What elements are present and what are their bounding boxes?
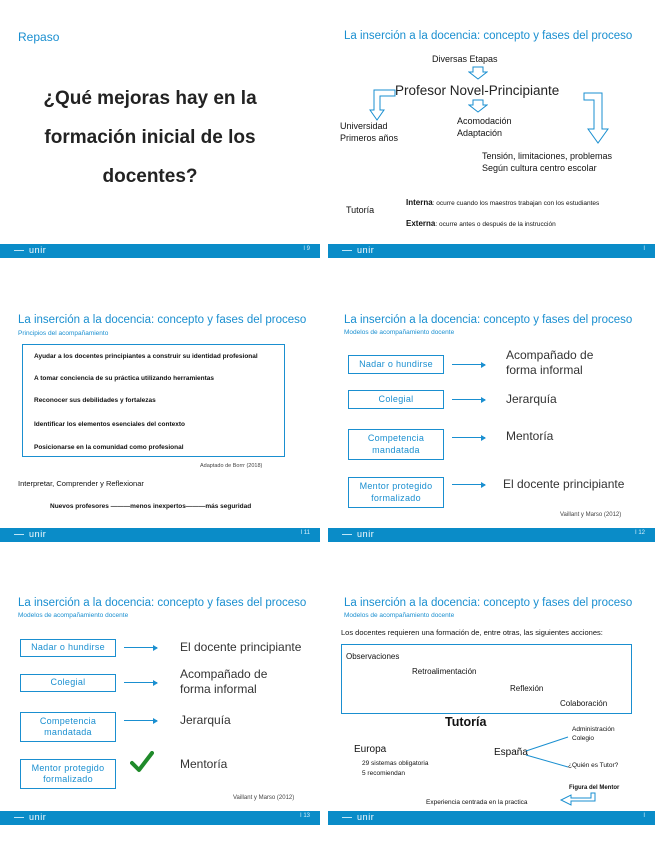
arrow bbox=[124, 720, 157, 721]
connector-lines bbox=[524, 733, 572, 773]
brand-logo: unir bbox=[14, 529, 46, 539]
principle-item: A tomar conciencia de su práctica utilizando herramientas bbox=[34, 375, 215, 382]
interna-label: Interna bbox=[406, 198, 433, 207]
slide-title: La inserción a la docencia: concepto y fases del proceso bbox=[344, 314, 633, 326]
brand-logo: unir bbox=[342, 812, 374, 822]
interpretar-text: Interpretar, Comprender y Reflexionar bbox=[18, 479, 144, 488]
europa: Europa bbox=[354, 744, 387, 755]
bent-arrow-left-icon bbox=[368, 88, 400, 124]
brand-logo: unir bbox=[342, 245, 374, 255]
brand-logo: unir bbox=[14, 812, 46, 822]
model-box-competencia: Competencia mandatada bbox=[348, 429, 444, 460]
footer-bar bbox=[328, 811, 655, 825]
down-arrow-icon bbox=[468, 66, 488, 80]
eu-recomiendan: 5 recomiendan bbox=[362, 770, 405, 777]
principle-item: Identificar los elementos esenciales del contexto bbox=[34, 421, 185, 428]
slide-subtitle: Principios del acompañamiento bbox=[18, 330, 109, 337]
brand-logo: unir bbox=[342, 529, 374, 539]
result-jerarquia: Jerarquía bbox=[180, 713, 231, 727]
slide-subtitle: Modelos de acompañamiento docente bbox=[344, 612, 455, 619]
figura-mentor: Figura del Mentor bbox=[569, 785, 620, 791]
model-box-colegial: Colegial bbox=[348, 390, 444, 409]
segun-cultura: Según cultura centro escolar bbox=[482, 163, 597, 173]
slide-title: Repaso bbox=[18, 30, 60, 44]
footer-bar bbox=[328, 244, 655, 258]
question-line-1: ¿Qué mejoras hay en la bbox=[43, 88, 257, 109]
interna-text: : ocurre cuando los maestros trabajan con los estudiantes bbox=[432, 200, 600, 207]
result-docente: El docente principiante bbox=[503, 477, 625, 491]
slide-title: La inserción a la docencia: concepto y fases del proceso bbox=[344, 30, 633, 42]
checkmark-icon bbox=[130, 751, 154, 773]
question-line-2: formación inicial de los bbox=[44, 127, 256, 148]
brand-logo: unir bbox=[14, 245, 46, 255]
page-number: I 9 bbox=[303, 246, 310, 252]
reflexion: Reflexión bbox=[510, 684, 544, 693]
principle-item: Reconocer sus debilidades y fortalezas bbox=[34, 397, 156, 404]
externa-text: : ocurre antes o después de la instrucción bbox=[435, 221, 556, 228]
slide-principios bbox=[0, 284, 320, 542]
model-box-nadar: Nadar o hundirse bbox=[348, 355, 444, 374]
result-mentoria: Mentoría bbox=[180, 757, 228, 771]
intro-text: Los docentes requieren una formación de, entre otras, las siguientes acciones: bbox=[341, 628, 603, 637]
arrow bbox=[452, 364, 485, 365]
page-number: I 11 bbox=[300, 530, 310, 536]
arrow bbox=[452, 399, 485, 400]
page-number: I 13 bbox=[299, 813, 310, 819]
slide-modelos-b bbox=[0, 567, 320, 825]
slide-modelos-a bbox=[328, 284, 655, 542]
down-arrow-icon bbox=[468, 99, 488, 113]
externa-label: Externa bbox=[406, 219, 436, 228]
arrow bbox=[452, 484, 485, 485]
nuevos-profesores: Nuevos profesores ———menos inexpertos———más seguridad bbox=[50, 503, 252, 510]
interna-row bbox=[406, 198, 599, 207]
primeros-anos: Primeros años bbox=[340, 133, 399, 143]
slide-repaso bbox=[0, 0, 320, 258]
observaciones: Observaciones bbox=[346, 652, 400, 661]
administracion: Administración bbox=[572, 726, 615, 733]
model-box-competencia: Competencia mandatada bbox=[20, 712, 116, 742]
result-jerarquia: Jerarquía bbox=[506, 392, 557, 406]
diversas-etapas: Diversas Etapas bbox=[432, 54, 498, 64]
tutoria-label: Tutoría bbox=[346, 205, 375, 215]
footer-bar bbox=[0, 811, 320, 825]
tension: Tensión, limitaciones, problemas bbox=[482, 151, 613, 161]
question-line-3: docentes? bbox=[102, 166, 198, 187]
footer-bar bbox=[328, 528, 655, 542]
bent-arrow-back-icon bbox=[559, 792, 599, 808]
page-number: I 12 bbox=[634, 530, 645, 536]
page-number: I bbox=[643, 246, 645, 252]
source-note: Vaillant y Marso (2012) bbox=[233, 795, 295, 801]
slide-subtitle: Modelos de acompañamiento docente bbox=[344, 329, 455, 336]
colaboracion: Colaboración bbox=[560, 699, 608, 708]
footer-bar bbox=[0, 528, 320, 542]
result-docente: El docente principiante bbox=[180, 640, 302, 654]
retroalimentacion: Retroalimentación bbox=[412, 667, 477, 676]
profesor-novel: Profesor Novel-Principiante bbox=[395, 83, 560, 98]
page-number: I bbox=[643, 813, 645, 819]
arrow bbox=[124, 647, 157, 648]
source-note: Adaptado de Borrr (2018) bbox=[200, 463, 263, 469]
espana: España bbox=[494, 747, 528, 758]
bent-arrow-right-icon bbox=[582, 91, 612, 145]
externa-row bbox=[406, 219, 556, 228]
result-acompanado: Acompañado de forma informal bbox=[506, 348, 594, 377]
acomodacion: Acomodación bbox=[457, 116, 512, 126]
principle-item: Posicionarse en la comunidad como profesional bbox=[34, 444, 184, 451]
footer-bar bbox=[0, 244, 320, 258]
slide-title: La inserción a la docencia: concepto y fases del proceso bbox=[18, 597, 307, 609]
slide-title: La inserción a la docencia: concepto y fases del proceso bbox=[344, 597, 633, 609]
tutoria-heading: Tutoría bbox=[445, 715, 487, 729]
adaptacion: Adaptación bbox=[457, 128, 503, 138]
source-note: Vaillant y Marso (2012) bbox=[560, 512, 622, 518]
quien-tutor: ¿Quién es Tutor? bbox=[568, 762, 619, 769]
model-box-nadar: Nadar o hundirse bbox=[20, 639, 116, 657]
model-box-colegial: Colegial bbox=[20, 674, 116, 692]
arrow bbox=[452, 437, 485, 438]
result-acompanado: Acompañado de forma informal bbox=[180, 667, 268, 696]
arrow bbox=[124, 682, 157, 683]
universidad: Universidad bbox=[340, 121, 388, 131]
slide-subtitle: Modelos de acompañamiento docente bbox=[18, 612, 129, 619]
principle-item: Ayudar a los docentes principiantes a construir su identidad profesional bbox=[34, 353, 258, 360]
slide-tutoria bbox=[328, 567, 655, 825]
model-box-mentor: Mentor protegido formalizado bbox=[20, 759, 116, 789]
eu-obligatoria: 29 sistemas obligatoria bbox=[362, 760, 429, 767]
result-mentoria: Mentoría bbox=[506, 429, 554, 443]
colegio: Colegio bbox=[572, 735, 595, 742]
experiencia: Experiencia centrada en la practica bbox=[426, 799, 528, 806]
slide-title: La inserción a la docencia: concepto y fases del proceso bbox=[18, 314, 307, 326]
slide-insercion-fases bbox=[328, 0, 655, 258]
model-box-mentor: Mentor protegido formalizado bbox=[348, 477, 444, 508]
